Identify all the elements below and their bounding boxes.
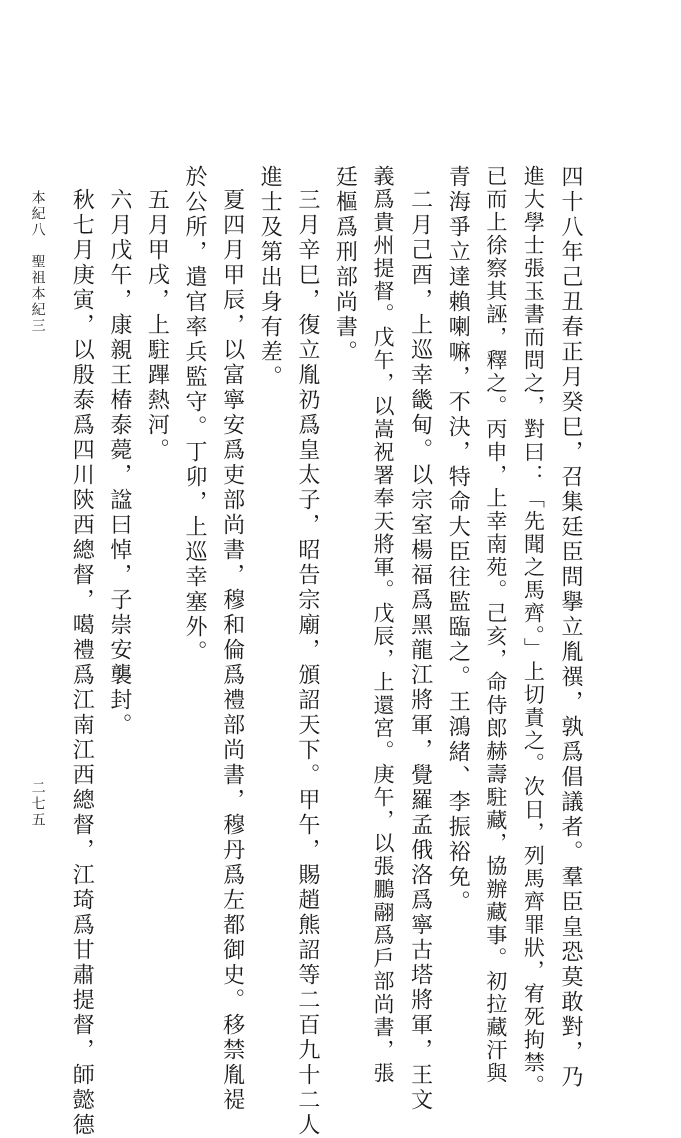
text-column-10: 夏四月甲辰，以富寧安爲吏部尚書，穆和倫爲禮部尚書，穆丹爲左都御史。移禁胤禔	[219, 188, 245, 1113]
text-column-13: 六月戊午，康親王椿泰薨，諡曰悼，子崇安襲封。	[106, 188, 132, 738]
running-title: 本紀八 聖祖本紀三	[29, 190, 46, 334]
text-column-3: 已而上徐察其誣，釋之。丙申，上幸南苑。己亥，命侍郎赫壽駐藏，協辦藏事。初拉藏汗與	[483, 165, 508, 1085]
text-column-11: 於公所，遣官率兵監守。丁卯，上巡幸塞外。	[182, 165, 207, 665]
text-column-5: 二月己酉，上巡幸畿甸。以宗室楊福爲黑龍江將軍，覺羅孟俄洛爲寧古塔將軍，王文	[407, 188, 433, 1113]
text-column-2: 進大學士張玉書而問之，對曰：「先聞之馬齊。」上切責之。次日，列馬齊罪狀，宥死拘禁。	[521, 165, 546, 1098]
page-number: 二七五	[29, 780, 46, 828]
text-column-4: 青海爭立達賴喇嘛，不決，特命大臣往監臨之。王鴻緒、李振裕免。	[445, 165, 471, 915]
text-column-9: 進士及第出身有差。	[257, 165, 283, 390]
text-column-8: 三月辛巳，復立胤礽爲皇太子，昭告宗廟，頒詔天下。甲午，賜趙熊詔等二百九十二人	[294, 188, 320, 1138]
text-column-6: 義爲貴州提督。戊午，以嵩祝署奉天將軍。戊辰，上還宮。庚午，以張鵬翮爲戶部尚書，張	[371, 165, 395, 1085]
text-column-1: 四十八年己丑春正月癸巳，召集廷臣問擧立胤禩，孰爲倡議者。羣臣皇恐莫敢對，乃	[558, 165, 583, 1090]
text-column-12: 五月甲戌，上駐蹕熱河。	[144, 188, 170, 463]
text-column-7: 廷樞爲刑部尚書。	[332, 165, 358, 365]
text-column-14: 秋七月庚寅，以殷泰爲四川陝西總督，噶禮爲江南江西總督，江琦爲甘肅提督，師懿德	[69, 188, 95, 1138]
